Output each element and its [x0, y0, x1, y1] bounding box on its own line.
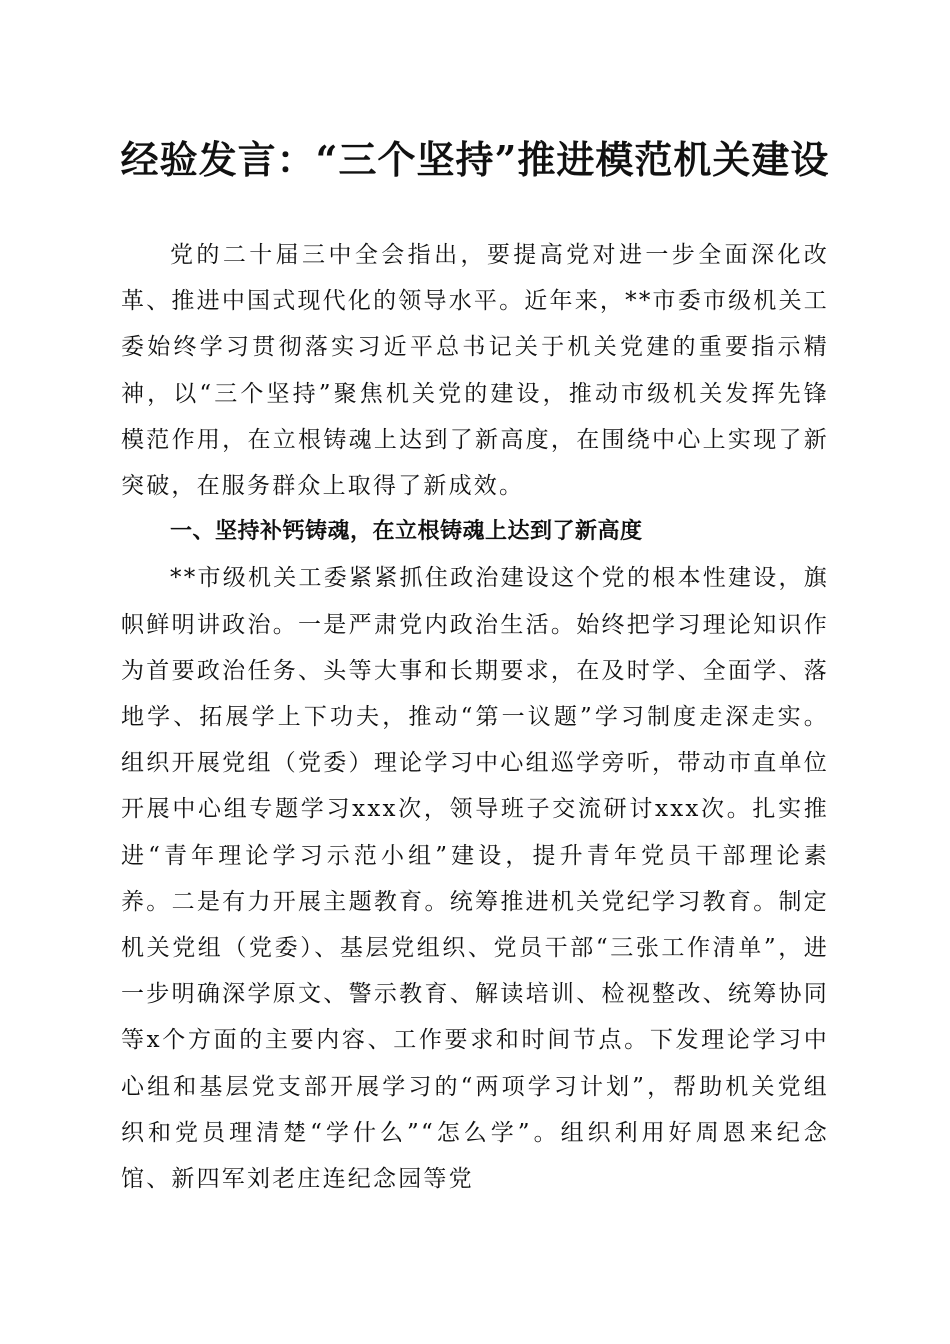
- document-title: 经验发言：“三个坚持”推进模范机关建设: [120, 137, 830, 182]
- section-paragraph-1: **市级机关工委紧紧抓住政治建设这个党的根本性建设，旗帜鲜明讲政治。一是严肃党内政治生活。始终把学习理论知识作为首要政治任务、头等大事和长期要求，在及时学、全面学、落地学、拓展学上下功夫，推动“第一议题”学习制度走深走实。组织开展党组（党委）理论学习中心组巡学旁听，带动市直单位开展中心组专题学习xxx次，领导班子交流研讨xxx次。扎实推进“青年理论学习示范小组”建设，提升青年党员干部理论素养。二是有力开展主题教育。统筹推进机关党纪学习教育。制定机关党组（党委）、基层党组织、党员干部“三张工作清单”，进一步明确深学原文、警示教育、解读培训、检视整改、统筹协同等x个方面的主要内容、工作要求和时间节点。下发理论学习中心组和基层党支部开展学习的“两项学习计划”，帮助机关党组织和党员理清楚“学什么”“怎么学”。组织利用好周恩来纪念馆、新四军刘老庄连纪念园等党: [121, 565, 829, 1193]
- intro-paragraph: 党的二十届三中全会指出，要提高党对进一步全面深化改革、推进中国式现代化的领导水平。近年来，**市委市级机关工委始终学习贯彻落实习近平总书记关于机关党建的重要指示精神，以“三个坚持”聚焦机关党的建设，推动市级机关发挥先锋模范作用，在立根铸魂上达到了新高度，在围绕中心上实现了新突破，在服务群众上取得了新成效。: [121, 242, 829, 500]
- document-body: [121, 232, 829, 1202]
- section-heading-1: 一、坚持补钙铸魂，在立根铸魂上达到了新高度: [170, 519, 643, 545]
